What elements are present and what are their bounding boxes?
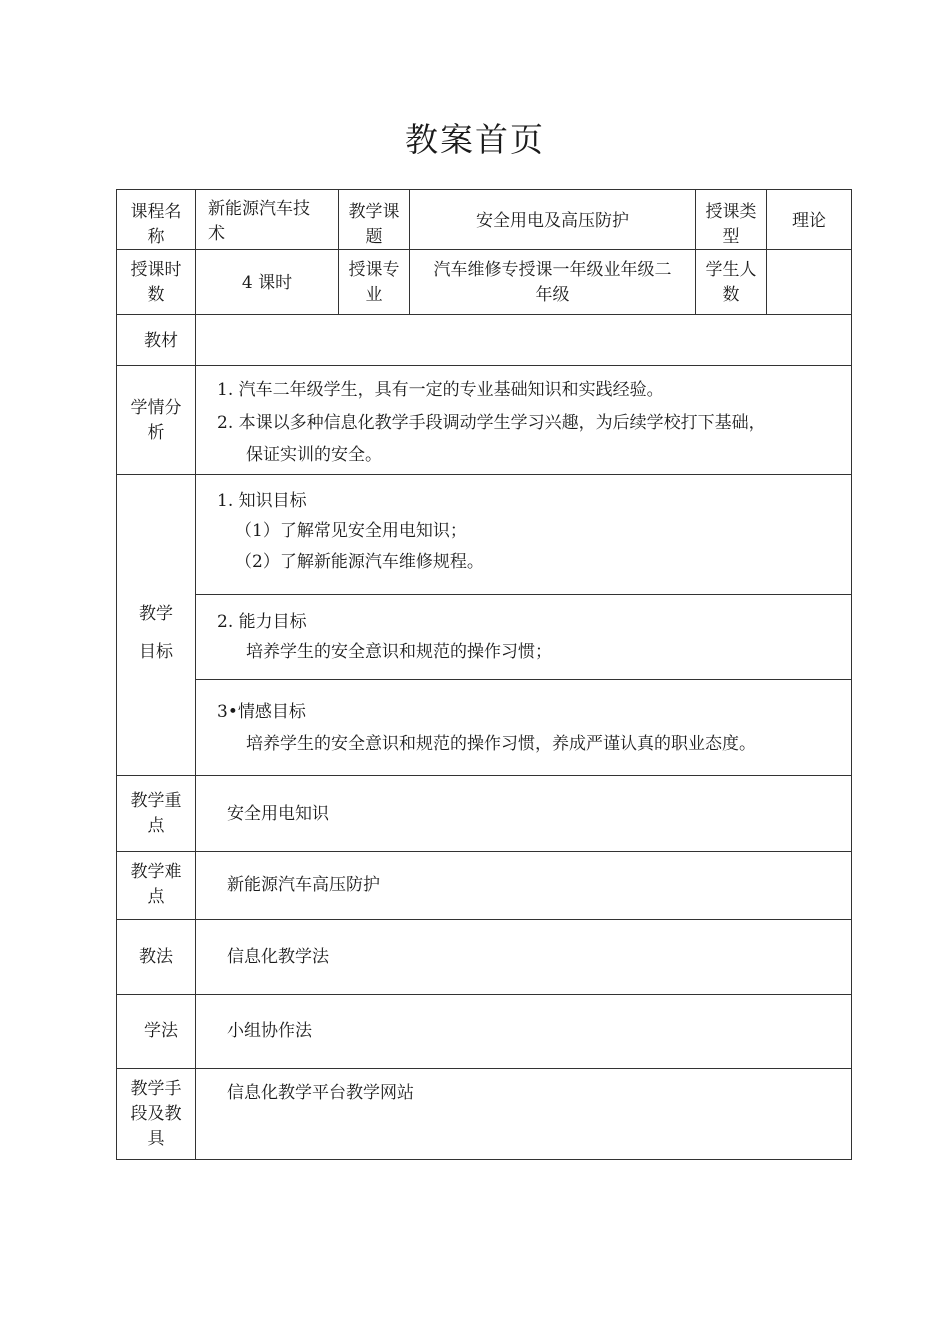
emotion-objective-item: 培养学生的安全意识和规范的操作习惯，养成严谨认真的职业态度。 xyxy=(246,734,756,754)
objectives-label: 教学 目标 xyxy=(139,604,173,662)
learner-analysis-label: 学情分 析 xyxy=(130,398,182,443)
course-name-value: 新能源汽车技 术 xyxy=(208,199,310,244)
tools-value: 信息化教学平台教学网站 xyxy=(227,1083,414,1103)
difficulty-label: 教学难 点 xyxy=(130,862,182,907)
topic-label: 教学课 题 xyxy=(348,202,400,247)
row-divider xyxy=(116,775,852,776)
knowledge-objective-item: （2）了解新能源汽车维修规程。 xyxy=(235,552,484,572)
type-label: 授课类 型 xyxy=(705,202,757,247)
hours-label: 授课时 数 xyxy=(130,260,182,305)
learner-analysis-item: 1. 汽车二年级学生，具有一定的专业基础知识和实践经验。 xyxy=(217,380,664,400)
teaching-method-value: 信息化教学法 xyxy=(227,947,329,967)
difficulty-value: 新能源汽车高压防护 xyxy=(227,875,380,895)
students-label: 学生人 数 xyxy=(705,260,757,305)
learning-method-value: 小组协作法 xyxy=(227,1021,312,1041)
textbook-label: 教材 xyxy=(144,331,178,351)
row-divider xyxy=(195,594,852,595)
ability-objective-item: 培养学生的安全意识和规范的操作习惯； xyxy=(246,642,552,662)
row-divider xyxy=(116,851,852,852)
emotion-objective-heading: 3•情感目标 xyxy=(217,702,306,722)
knowledge-objective-item: （1）了解常见安全用电知识； xyxy=(235,521,467,541)
hours-value: 4 课时 xyxy=(241,273,293,293)
type-value: 理论 xyxy=(792,211,826,231)
row-divider xyxy=(195,679,852,680)
table-border-bottom xyxy=(116,1159,852,1160)
major-value: 汽车维修专授课一年级业年级二 年级 xyxy=(433,260,672,305)
learner-analysis-item: 2. 本课以多种信息化教学手段调动学生学习兴趣，为后续学校打下基础， xyxy=(217,413,766,433)
table-border-top xyxy=(116,189,852,190)
key-point-label: 教学重 点 xyxy=(130,791,182,836)
major-label: 授课专 业 xyxy=(348,260,400,305)
row-divider xyxy=(116,314,852,315)
page-title: 教案首页 xyxy=(405,120,545,159)
row-divider xyxy=(116,1068,852,1069)
learner-analysis-item: 保证实训的安全。 xyxy=(246,445,382,465)
course-name-label: 课程名 称 xyxy=(130,202,182,247)
table-divider xyxy=(766,189,767,314)
knowledge-objective-heading: 1. 知识目标 xyxy=(217,491,307,511)
row-divider xyxy=(116,919,852,920)
table-border-left xyxy=(116,189,117,1160)
ability-objective-heading: 2. 能力目标 xyxy=(217,612,307,632)
row-divider xyxy=(116,474,852,475)
table-divider-label-column xyxy=(195,189,196,1160)
row-divider xyxy=(116,994,852,995)
key-point-value: 安全用电知识 xyxy=(227,804,329,824)
table-border-right xyxy=(851,189,852,1160)
learning-method-label: 学法 xyxy=(144,1021,178,1041)
row-divider xyxy=(116,365,852,366)
topic-value: 安全用电及高压防护 xyxy=(476,211,629,231)
teaching-method-label: 教法 xyxy=(139,947,173,967)
tools-label: 教学手 段及教 具 xyxy=(130,1079,182,1149)
